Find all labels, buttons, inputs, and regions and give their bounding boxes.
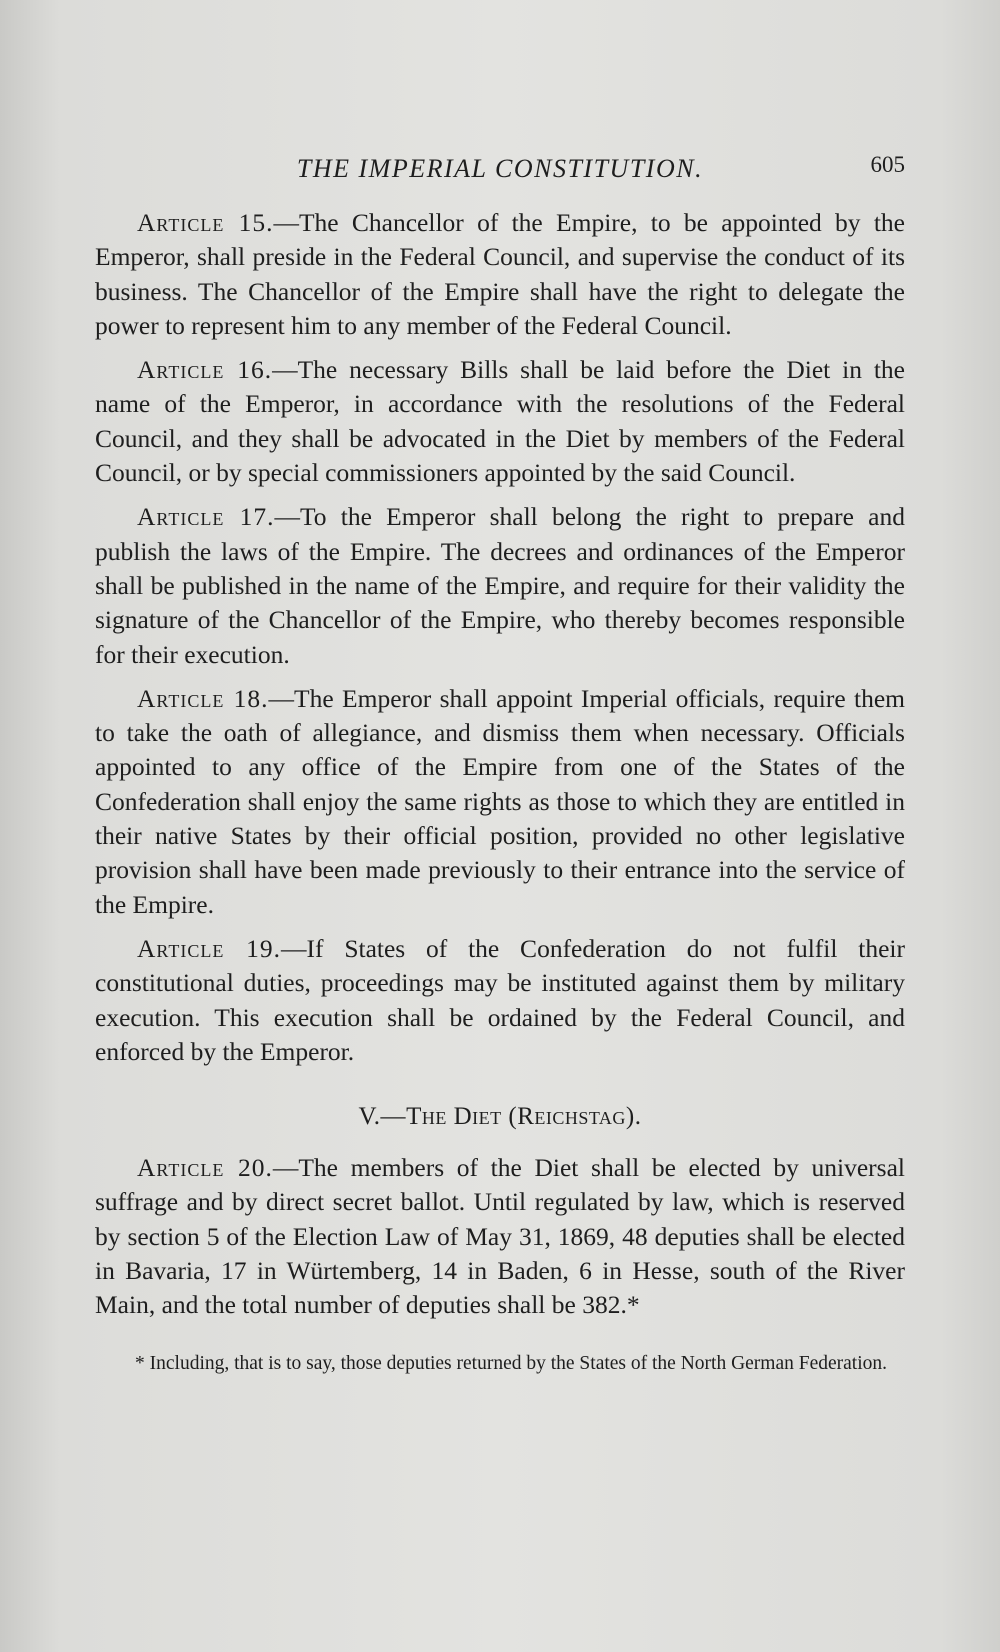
article-label: Article 15.	[137, 208, 274, 237]
article-text: —The Chancellor of the Empire, to be appointed by the Emperor, shall preside in the Federal Council, and supervise the conduct of its business. The Chancellor of the Empire shall have the right to delegate the power to represent him to any member of the Federal Council.	[95, 208, 905, 340]
page-number: 605	[870, 152, 905, 177]
text-block	[95, 140, 905, 1398]
footnote: * Including, that is to say, those deputies returned by the States of the North German Federation.	[135, 1352, 888, 1374]
article-16	[95, 353, 905, 490]
article-15	[95, 206, 905, 343]
article-label: Article 20.	[137, 1153, 273, 1183]
article-18	[95, 682, 905, 922]
article-label: Article 16.	[137, 355, 273, 385]
article-19	[95, 932, 905, 1069]
article-text: —The members of the Diet shall be elected by universal suffrage and by direct secret ballot. Until regulated by law, which is reserved by section 5 of the Election Law of May 31, 1869, 48 deputies shall be elected in Bavaria, 17 in Würtemberg, 14 in Baden, 6 in Hesse, south of the River Main, and the total number of deputies shall be 382.*	[95, 1153, 906, 1320]
section-number: V.—	[358, 1103, 407, 1131]
section-subtitle: (Reichstag).	[508, 1103, 642, 1131]
article-label: Article 17.	[137, 502, 275, 532]
section-title: The Diet	[406, 1103, 502, 1131]
running-head	[95, 140, 905, 188]
article-text: —The necessary Bills shall be laid before the Diet in the name of the Emperor, in accordance with the resolutions of the Federal Council, and they shall be advocated in the Diet by members of the Federal Council, or by special commissioners appointed by the said Council.	[95, 355, 906, 488]
article-17	[95, 500, 905, 671]
running-title: THE IMPERIAL CONSTITUTION.	[296, 154, 704, 183]
section-heading	[95, 1103, 905, 1131]
article-text: —The Emperor shall appoint Imperial officials, require them to take the oath of allegiance, and dismiss them when necessary. Officials appointed to any office of the Empire from one of the States of the Confederation shall enjoy the same rights as those to which they are entitled in their native States by their official position, provided no other legislative provision shall have been made previously to their entrance into the service of the Empire.	[95, 683, 905, 919]
article-label: Article 19.	[137, 933, 282, 963]
article-text: —If States of the Confederation do not fulfil their constitutional duties, proceedings may be instituted against them by military execution. This execution shall be ordained by the Federal Council, and enforced by the Emperor.	[95, 933, 905, 1066]
article-20	[95, 1151, 905, 1322]
article-label: Article 18.	[137, 683, 269, 713]
article-text: —To the Emperor shall belong the right to prepare and publish the laws of the Empire. The decrees and ordinances of the Emperor shall be published in the name of the Empire, and require for their validity the signature of the Chancellor of the Empire, who thereby becomes responsible for their execution.	[95, 502, 905, 669]
